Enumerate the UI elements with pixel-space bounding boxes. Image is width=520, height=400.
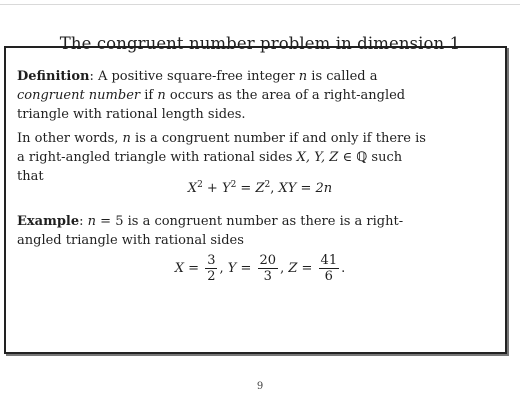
ex-y: Y xyxy=(227,261,237,276)
eq-exp: 2 xyxy=(264,180,271,190)
var-n: n xyxy=(87,214,97,229)
var-n: n xyxy=(122,131,131,146)
vars-xyz: X, Y, Z xyxy=(296,150,339,165)
page-number: 9 xyxy=(256,381,264,392)
restatement-paragraph xyxy=(17,129,427,186)
restatement-text-2: is a congruent number if and only if there is a right-angled triangle with rational sides xyxy=(17,131,426,165)
pythagorean-equation xyxy=(0,180,520,196)
eq-plus: + xyxy=(202,181,222,196)
defined-term: congruent number xyxy=(17,88,141,103)
rationals-symbol: ℚ xyxy=(356,150,368,165)
definition-paragraph xyxy=(17,67,427,124)
ex-equals: = xyxy=(236,261,256,276)
definition-text-3: if xyxy=(140,88,158,103)
eq-exp: 2 xyxy=(197,180,203,190)
fraction-denominator: 3 xyxy=(263,269,272,284)
eq-equals: = xyxy=(296,181,316,196)
eq-rhs: 2n xyxy=(315,181,333,196)
definition-text-2: is called a xyxy=(307,69,378,84)
fraction-denominator: 6 xyxy=(324,269,333,284)
definition-text-4: occurs as the area of a right-angled triangle with rational length sides. xyxy=(17,88,406,122)
fraction-numerator: 41 xyxy=(320,253,338,268)
definition-sep: : xyxy=(89,69,98,84)
eq-xy: XY xyxy=(278,181,297,196)
eq-exp: 2 xyxy=(230,180,237,190)
fraction-y xyxy=(258,253,279,284)
restatement-text-3: such that xyxy=(17,150,403,184)
example-eq5: = 5 xyxy=(96,214,124,229)
restatement-text-1: In other words, xyxy=(17,131,123,146)
eq-x: X xyxy=(187,181,198,196)
example-text: is a congruent number as there is a right-angled triangle with rational sides xyxy=(17,214,404,248)
ex-comma: , xyxy=(219,261,228,276)
slide-title: The congruent number problem in dimension 1 xyxy=(59,34,461,53)
ex-z: Z xyxy=(288,261,298,276)
example-sep: : xyxy=(79,214,88,229)
eq-z: Z xyxy=(255,181,265,196)
ex-equals: = xyxy=(297,261,317,276)
var-n: n xyxy=(298,69,308,84)
fraction-x xyxy=(205,253,217,284)
definition-label: Definition xyxy=(17,69,90,84)
fraction-numerator: 20 xyxy=(259,253,277,268)
example-label: Example xyxy=(17,214,80,229)
top-rule xyxy=(0,4,520,5)
eq-y: Y xyxy=(221,181,231,196)
fraction-z xyxy=(319,253,340,284)
fraction-denominator: 2 xyxy=(207,269,216,284)
ex-x: X xyxy=(174,261,185,276)
element-of: ∈ xyxy=(338,150,357,165)
definition-text-1: A positive square-free integer xyxy=(97,69,299,84)
ex-equals: = xyxy=(184,261,204,276)
ex-comma: , xyxy=(280,261,289,276)
example-equation xyxy=(0,253,520,284)
ex-period: . xyxy=(341,261,346,276)
eq-comma: , xyxy=(270,181,279,196)
eq-equals: = xyxy=(236,181,256,196)
fraction-numerator: 3 xyxy=(207,253,216,268)
example-paragraph xyxy=(17,212,427,250)
var-n: n xyxy=(157,88,166,103)
